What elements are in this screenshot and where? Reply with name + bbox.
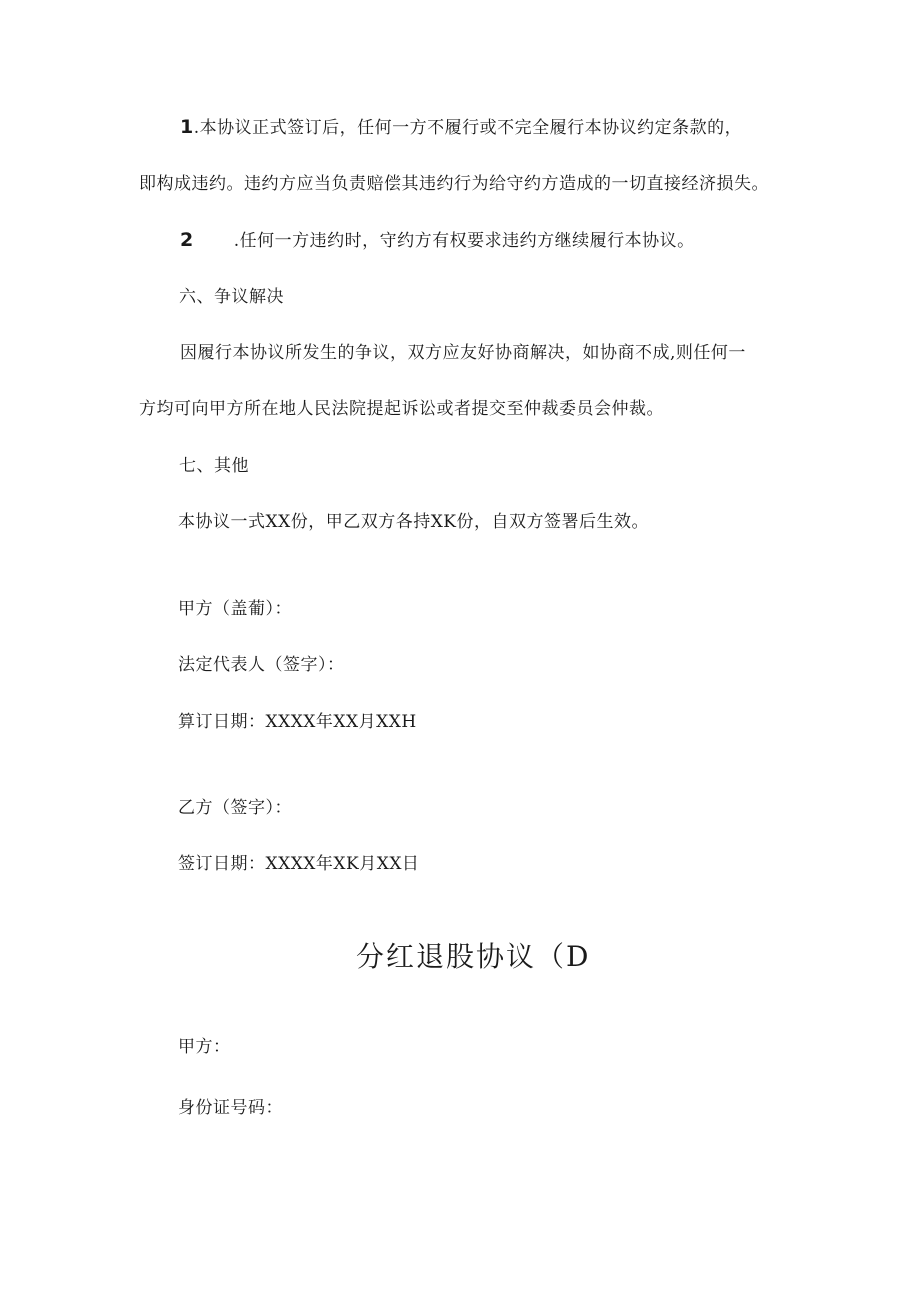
clause-5-1-line-2: 即构成违约。违约方应当负责赔偿其违约行为给守约方造成的一切直接经济损失。	[139, 174, 769, 194]
section-6-heading: 六、争议解决	[179, 287, 284, 307]
clause-5-2-number: 2	[180, 229, 194, 251]
clause-5-1-number: 1	[180, 116, 194, 138]
agreement-title: 分红退股协议（D	[356, 940, 591, 973]
clause-5-1-text: .本协议正式签订后，任何一方不履行或不完全履行本协议约定条款的，	[193, 118, 743, 138]
section-6-line-1: 因履行本协议所发生的争议，双方应友好协商解决，如协商不成,则任何一	[180, 343, 746, 363]
party-a-seal-line: 甲方（盖葡）：	[178, 599, 292, 619]
section-7-text: 本协议一式XX份，甲乙双方各持XK份，自双方签署后生效。	[178, 512, 650, 532]
section-7-heading: 七、其他	[179, 456, 249, 476]
next-party-a-line: 甲方：	[178, 1037, 231, 1057]
clause-5-2-text: .任何一方违约时，守约方有权要求违约方继续履行本协议。	[233, 231, 695, 251]
party-a-date-line: 算订日期：XXXX年XX月XXH	[178, 712, 417, 732]
section-6-line-2: 方均可向甲方所在地人民法院提起诉讼或者提交至仲裁委员会仲裁。	[139, 399, 664, 419]
legal-rep-signature-line: 法定代表人（签字）：	[178, 655, 345, 675]
clause-5-2	[180, 229, 695, 252]
party-b-signature-line: 乙方（签字）：	[178, 798, 292, 818]
clause-5-1-line-1	[180, 116, 742, 139]
party-b-date-line: 签订日期：XXXX年XK月XX日	[178, 854, 420, 874]
id-number-line: 身份证号码：	[178, 1098, 283, 1118]
